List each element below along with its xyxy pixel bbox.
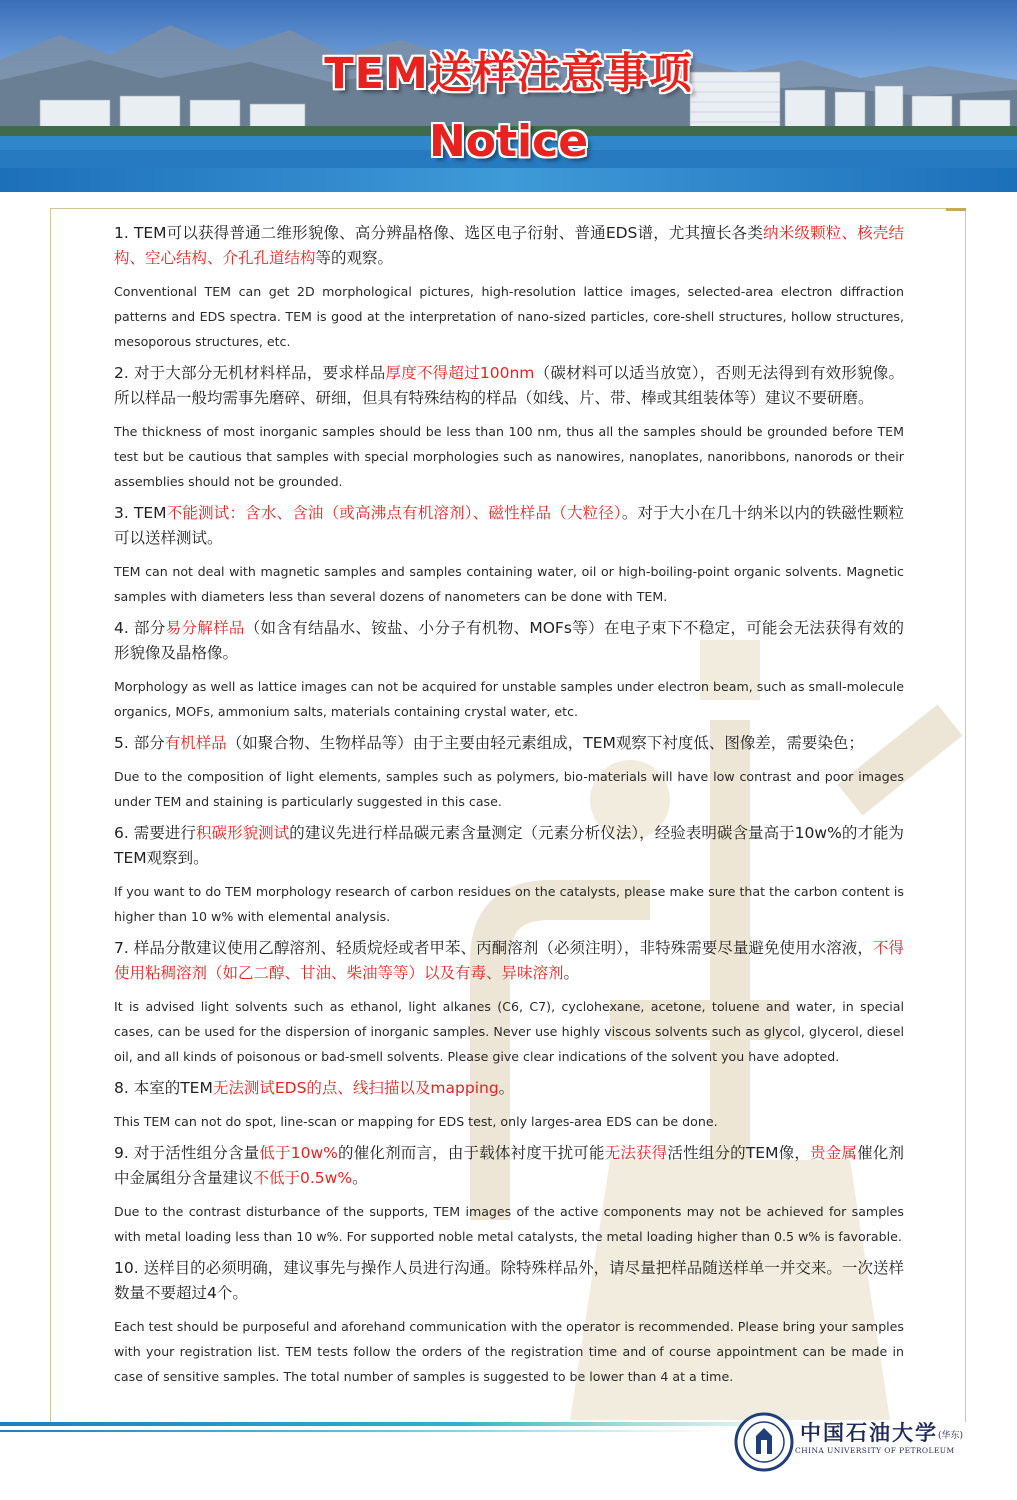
notice-item <box>114 1256 904 1389</box>
body-text: 催化剂中金属组分含量建议 <box>114 1144 904 1187</box>
highlight-text: 低于10w% <box>259 1144 338 1162</box>
body-text: 。对于大小在几十纳米以内的铁磁性颗粒可以送样测试。 <box>114 504 904 547</box>
notice-item-chinese <box>114 361 904 411</box>
highlight-text: 无法测试EDS的点、线扫描以及mapping <box>212 1079 499 1097</box>
body-text: 2. 对于大部分无机材料样品，要求样品 <box>114 364 386 382</box>
notice-item-english: Conventional TEM can get 2D morphological pictures, high-resolution lattice images, selected-area electron diffraction patterns and EDS spectra. TEM is good at the interpretation of nano-sized particles, core-shell structures, hollow structures, mesoporous structures, etc. <box>114 284 904 349</box>
notice-item-english: The thickness of most inorganic samples should be less than 100 nm, thus all the samples should be grounded before TEM test but be cautious that samples with special morphologies such as nanowires, nanoplates, nanoribbons, nanorods or their assemblies should not be grounded. <box>114 424 904 489</box>
notice-item <box>114 1076 904 1134</box>
body-text: 1. TEM可以获得普通二维形貌像、高分辨晶格像、选区电子衍射、普通EDS谱，尤其擅长各类 <box>114 224 764 242</box>
notice-item-chinese <box>114 731 904 756</box>
body-text: 10. 送样目的必须明确，建议事先与操作人员进行沟通。除特殊样品外，请尽量把样品随送样单一并交来。一次送样数量不要超过4个。 <box>114 1259 904 1302</box>
body-text: 6. 需要进行 <box>114 824 196 842</box>
body-text: 4. 部分 <box>114 619 166 637</box>
footer-line <box>0 1430 720 1432</box>
notice-item-english: Due to the contrast disturbance of the supports, TEM images of the active components may not be achieved for samples with metal loading less than 10 w%. For supported noble metal catalysts, the metal loading higher than 0.5 w% is favorable. <box>114 1204 904 1244</box>
header-banner <box>0 0 1017 192</box>
notice-item-english: TEM can not deal with magnetic samples and samples containing water, oil or high-boiling-point organic solvents. Magnetic samples with diameters less than several dozens of nanometers can be done with TEM. <box>114 564 904 604</box>
notice-list <box>114 221 904 1389</box>
highlight-text: 纳米级颗粒、核壳结构、空心结构、介孔孔道结构 <box>114 224 904 267</box>
notice-item-chinese <box>114 501 904 551</box>
notice-item <box>114 821 904 929</box>
highlight-text: 厚度不得超过100nm <box>385 364 535 382</box>
notice-item <box>114 501 904 609</box>
highlight-text: 易分解样品 <box>165 619 245 637</box>
body-text: 的催化剂而言，由于载体衬度干扰可能 <box>337 1144 605 1162</box>
body-text: （碳材料可以适当放宽），否则无法得到有效形貌像。所以样品一般均需事先磨碎、研细，但具有特殊结构的样品（如线、片、带、棒或其组装体等）建议不要研磨。 <box>114 364 904 407</box>
header-bottom-band <box>0 168 1017 192</box>
notice-item-english: This TEM can not do spot, line-scan or mapping for EDS test, only larges-area EDS can be done. <box>114 1114 718 1129</box>
body-text: 3. TEM <box>114 504 167 522</box>
highlight-text: 不低于0.5w% <box>253 1169 353 1187</box>
body-text: （如含有结晶水、铵盐、小分子有机物、MOFs等）在电子束下不稳定，可能会无法获得有效的形貌像及晶格像。 <box>114 619 904 662</box>
notice-item-chinese <box>114 936 904 986</box>
body-text: 的建议先进行样品碳元素含量测定（元素分析仪法），经验表明碳含量高于10w%的才能为TEM观察到。 <box>114 824 904 867</box>
highlight-text: 贵金属 <box>810 1144 858 1162</box>
body-text: 。 <box>563 964 580 982</box>
body-text: 活性组分的TEM像， <box>667 1144 811 1162</box>
notice-item <box>114 936 904 1069</box>
title-english: Notice <box>428 116 589 167</box>
body-text: 5. 部分 <box>114 734 165 752</box>
university-logo-icon <box>734 1412 794 1472</box>
body-text: 。 <box>352 1169 368 1187</box>
notice-item-english: If you want to do TEM morphology research of carbon residues on the catalysts, please make sure that the carbon content is higher than 10 w% with elemental analysis. <box>114 884 904 924</box>
notice-item-chinese <box>114 1076 904 1101</box>
highlight-text: 不能测试：含水、含油（或高沸点有机溶剂）、磁性样品（大粒径） <box>166 504 622 522</box>
university-name-en: CHINA UNIVERSITY OF PETROLEUM <box>795 1446 955 1455</box>
notice-item-english: Due to the composition of light elements, samples such as polymers, bio-materials will have low contrast and poor images under TEM and staining is particularly suggested in this case. <box>114 769 904 809</box>
notice-item <box>114 221 904 354</box>
notice-item-chinese <box>114 1141 904 1191</box>
notice-item-chinese <box>114 1256 904 1306</box>
notice-item-chinese <box>114 616 904 666</box>
university-name-cn: 中国石油大学(华东) <box>800 1420 964 1445</box>
highlight-text: 无法获得 <box>604 1144 668 1162</box>
highlight-text: 积碳形貌测试 <box>195 824 290 842</box>
highlight-text: 有机样品 <box>164 734 227 752</box>
body-text: 等的观察。 <box>315 249 394 267</box>
highlight-text: 不得使用粘稠溶剂（如乙二醇、甘油、柴油等等）以及有毒、异味溶剂 <box>114 939 904 982</box>
body-text: 9. 对于活性组分含量 <box>114 1144 260 1162</box>
notice-item-english: Morphology as well as lattice images can not be acquired for unstable samples under electron beam, such as small-molecule organics, MOFs, ammonium salts, materials containing crystal water, etc. <box>114 679 904 719</box>
notice-item <box>114 616 904 724</box>
notice-item <box>114 1141 904 1249</box>
notice-item-english: It is advised light solvents such as ethanol, light alkanes (C6, C7), cyclohexane, acetone, toluene and water, in special cases, can be used for the dispersion of inorganic samples. Never use highly viscous solvents such as glycol, glycerol, diesel oil, and all kinds of poisonous or bad-smell solvents. Please give clear indications of the solvent you have adopted. <box>114 999 904 1064</box>
notice-item-chinese <box>114 821 904 871</box>
body-text: 7. 样品分散建议使用乙醇溶剂、轻质烷烃或者甲苯、丙酮溶剂（必须注明），非特殊需要尽量避免使用水溶液， <box>114 939 873 957</box>
title-chinese: TEM送样注意事项 <box>324 49 693 99</box>
notice-item-chinese <box>114 221 904 271</box>
notice-item <box>114 731 904 814</box>
notice-item-english: Each test should be purposeful and aforehand communication with the operator is recommended. Please bring your samples with your registration list. TEM tests follow the orders of the registration time and of course appointment can be made in case of sensitive samples. The total number of samples is suggested to be lower than 4 at a time. <box>114 1319 904 1384</box>
notice-item <box>114 361 904 494</box>
body-text: 。 <box>498 1079 515 1097</box>
body-text: （如聚合物、生物样品等）由于主要由轻元素组成，TEM观察下衬度低、图像差，需要染色； <box>226 734 864 752</box>
body-text: 8. 本室的TEM <box>114 1079 213 1097</box>
